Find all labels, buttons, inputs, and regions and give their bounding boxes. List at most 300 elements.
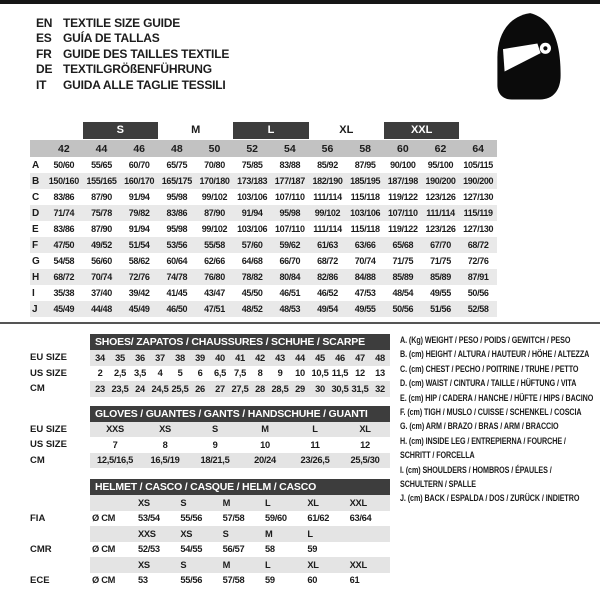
textile-cell: 67/70 [430,240,451,250]
textile-cell: 48/54 [392,288,414,298]
size-column-header: 42 [57,142,70,155]
textile-cell: 160/170 [124,176,155,186]
legend-item [400,419,597,433]
helmet-icon-graphic [487,6,567,109]
shoes-cell: 6 [197,368,203,379]
helmet-sizes-row [30,557,390,573]
textile-cell: 63/66 [354,240,376,250]
legend-item [400,391,597,405]
textile-cell: 83/88 [279,160,301,170]
helmet-size-cell: XS [138,497,150,508]
size-column-header: 56 [321,142,334,155]
legend-item [400,434,597,463]
shoes-cell: 45 [315,352,325,363]
helmet-unit-label: Ø CM [92,544,116,555]
textile-cell: 62/66 [204,256,225,266]
shoes-cell: 23 [95,383,105,394]
helmet-size-cell: M [222,559,231,570]
textile-cell: 68/72 [317,256,338,266]
language-code: FR [36,46,52,61]
textile-cell: 58/62 [128,256,150,266]
textile-row-j [30,301,497,317]
size-column-header: 46 [133,142,145,155]
textile-cell: 115/119 [463,208,493,218]
shoes-cell: 10,5 [311,368,329,379]
language-title: TEXTILGRÖßENFÜHRUNG [63,62,212,77]
helmet-size-cell: S [180,559,187,570]
textile-cell: 50/56 [467,288,489,298]
helmet-size-cell: XXS [138,528,156,539]
legend-item [400,362,597,376]
textile-cell: 119/122 [388,192,418,202]
shoes-cell: 13 [375,368,385,379]
helmet-value-cell: 61/62 [307,513,330,524]
shoes-cell: 32 [375,383,385,394]
gloves-cell: 16,5/19 [150,455,180,466]
size-column-header: 48 [170,142,183,155]
textile-cell: 68/72 [467,240,489,250]
textile-cell: 115/118 [350,192,380,202]
textile-cell: 56/60 [91,256,112,266]
size-band-row [30,122,497,139]
textile-cell: 57/60 [241,240,263,250]
shoes-row [30,366,390,382]
shoes-row [30,350,390,366]
language-row [36,15,229,31]
textile-cell: 60/64 [166,256,188,266]
row-label: CM [30,383,45,395]
legend-line: SCHULTERN / SPALLE [400,479,476,490]
textile-cell: 79/82 [128,208,150,218]
gloves-cell: 20/24 [254,455,276,466]
language-title: TEXTILE SIZE GUIDE [63,15,181,30]
textile-cell: 72/76 [467,256,489,266]
gloves-data [90,422,390,438]
gloves-cell: M [261,424,269,435]
textile-cell: 71/74 [53,208,75,218]
textile-row-g [30,253,497,269]
shoes-cell: 38 [175,352,185,363]
textile-cell: 51/56 [430,304,451,314]
textile-cell: 155/165 [86,176,117,186]
row-label [30,526,90,542]
textile-cell: 45/50 [241,288,263,298]
textile-cell: 190/200 [463,176,494,186]
textile-cell: 70/74 [91,272,112,282]
helmet-sizes-row [30,526,390,542]
textile-cell: 75/85 [241,160,263,170]
row-letter: J [32,303,38,315]
textile-cell: 127/130 [463,224,494,234]
gloves-cell: 11 [310,439,320,450]
textile-cell: 80/84 [279,272,301,282]
helmet-table [30,495,390,588]
textile-cell: 103/106 [237,192,268,202]
shoes-table [30,350,390,397]
row-label [30,495,90,511]
textile-cell: 83/86 [53,192,75,202]
helmet-size-cell: M [264,528,273,539]
shoes-data [90,381,390,397]
textile-cell: 95/98 [166,224,188,234]
shoes-row [30,381,390,397]
row-letter: C [32,191,40,203]
legend-line: I. (cm) SHOULDERS / HOMBROS / ÉPAULES / [400,464,552,475]
legend-line: B. (cm) HEIGHT / ALTURA / HAUTEUR / HÖHE / ALTEZZA [400,349,590,360]
helmet-value-cell: 63/64 [349,513,372,524]
gloves-cell: L [312,424,318,435]
textile-cell: 70/80 [204,160,225,170]
textile-cell: 150/160 [48,176,79,186]
helmet-size-cell: S [180,497,187,508]
textile-cell: 119/122 [388,224,418,234]
shoes-cell: 36 [135,352,145,363]
textile-cell: 185/195 [350,176,381,186]
language-title-list [36,15,229,93]
gloves-cell: 25,5/30 [350,455,380,466]
helmet-value-cell: 53/54 [138,513,160,524]
shoes-cell: 7,5 [233,368,247,379]
textile-cell: 91/94 [241,208,263,218]
textile-cell: 46/52 [317,288,338,298]
textile-row-i [30,285,497,301]
textile-cell: 111/114 [313,224,342,234]
helmet-values [90,573,390,589]
shoes-cell: 41 [235,352,245,363]
textile-cell: 95/100 [427,160,454,170]
gloves-cell: 18/21,5 [200,455,230,466]
shoes-cell: 4 [157,368,163,379]
gloves-row [30,422,390,438]
shoes-cell: 5 [177,368,183,379]
size-column-header: 52 [246,142,258,155]
textile-cell: 47/51 [204,304,225,314]
legend-line: G. (cm) ARM / BRAZO / BRAS / ARM / BRACCIO [400,421,559,432]
textile-cell: 190/200 [425,176,456,186]
textile-cell: 72/76 [128,272,150,282]
size-band-m: M [191,124,201,136]
textile-cell: 83/86 [166,208,188,218]
textile-cell: 48/53 [279,304,301,314]
textile-cell: 55/65 [91,160,112,170]
textile-cell: 182/190 [312,176,343,186]
textile-cell: 90/100 [390,160,416,170]
textile-cell: 46/51 [279,288,301,298]
textile-cell: 123/126 [425,224,456,234]
helmet-size-cell: XL [307,497,319,508]
row-letter: E [32,223,39,235]
textile-cell: 107/110 [388,208,418,218]
language-row [36,62,229,78]
size-column-header: 50 [208,142,221,155]
legend-line: C. (cm) CHEST / PECHO / POITRINE / TRUHE / PETTO [400,363,579,374]
shoes-cell: 30,5 [331,383,349,394]
gloves-row [30,453,390,469]
textile-cell: 99/102 [201,224,228,234]
shoes-cell: 40 [215,352,225,363]
textile-cell: 70/74 [354,256,376,266]
helmet-sizes [90,526,390,542]
textile-cell: 91/94 [128,224,150,234]
row-letter: D [32,207,40,219]
helmet-value-cell: 60 [307,575,318,586]
helmet-standard-label: CMR [30,543,52,555]
shoes-cell: 30 [315,383,325,394]
textile-cell: 46/50 [166,304,188,314]
textile-cell: 68/72 [53,272,75,282]
textile-cell: 111/114 [426,208,455,218]
textile-row-b [30,173,497,189]
shoes-cell: 25,5 [171,383,189,394]
textile-cell: 45/49 [128,304,150,314]
top-border-bar [0,0,600,4]
textile-cell: 60/70 [128,160,150,170]
size-column-header: 60 [396,142,409,155]
legend-item [400,405,597,419]
helmet-value-cell: 55/56 [180,513,203,524]
shoes-cell: 2,5 [113,368,127,379]
textile-row-h [30,269,497,285]
textile-cell: 87/90 [91,224,112,234]
helmet-section-title: HELMET / CASCO / CASQUE / HELM / CASCO [90,479,390,495]
legend-item [400,491,597,505]
textile-cell: 105/115 [463,160,493,170]
textile-cell: 39/42 [128,288,150,298]
gloves-cell: S [212,424,218,435]
size-column-header: 58 [359,142,371,155]
helmet-value-cell: 52/53 [138,544,160,555]
textile-cell: 35/38 [53,288,75,298]
gloves-table [30,422,390,469]
lower-tables [30,330,390,588]
shoes-cell: 12 [355,368,365,379]
textile-cell: 44/48 [91,304,112,314]
textile-cell: 85/92 [317,160,338,170]
shoes-cell: 27 [215,383,225,394]
shoes-cell: 2 [97,368,103,379]
language-row [36,31,229,47]
gloves-cell: XXS [106,424,124,435]
helmet-value-cell: 59/60 [264,513,287,524]
shoes-cell: 11,5 [331,368,349,379]
textile-cell: 71/75 [392,256,414,266]
helmet-icon [487,6,567,109]
helmet-value-cell: 57/58 [222,513,245,524]
row-label: EU SIZE [30,423,67,435]
textile-cell: 83/86 [53,224,75,234]
shoes-cell: 29 [295,383,305,394]
legend-line: J. (cm) BACK / ESPALDA / DOS / ZURÜCK / INDIETRO [400,493,580,504]
textile-cell: 49/55 [430,288,451,298]
textile-size-table [30,122,497,317]
textile-cell: 43/47 [204,288,225,298]
textile-cell: 50/56 [392,304,414,314]
helmet-size-cell: L [264,497,271,508]
legend-item [400,376,597,390]
helmet-values-row [30,511,390,527]
language-row [36,46,229,62]
helmet-size-cell: L [264,559,271,570]
helmet-values-row [30,573,390,589]
legend-line: E. (cm) HIP / CADERA / HANCHE / HÜFTE / HIPS / BACINO [400,392,594,403]
helmet-sizes [90,495,390,511]
textile-cell: 54/58 [53,256,75,266]
gloves-cell: 10 [260,439,270,450]
row-label: US SIZE [30,439,67,451]
textile-cell: 65/68 [392,240,414,250]
textile-cell: 95/98 [279,208,301,218]
gloves-cell: XL [359,424,371,435]
gloves-row [30,437,390,453]
gloves-data [90,437,390,453]
shoes-cell: 10 [295,368,305,379]
size-column-header: 54 [283,142,296,155]
helmet-value-cell: 59 [264,575,275,586]
helmet-standard-label: FIA [30,512,46,524]
helmet-value-cell: 59 [307,544,318,555]
shoes-cell: 37 [155,352,165,363]
textile-cell: 87/95 [354,160,376,170]
gloves-data [90,453,390,469]
row-letter: I [32,287,35,299]
textile-cell: 95/98 [166,192,188,202]
shoes-data [90,350,390,366]
textile-cell: 99/102 [314,208,341,218]
helmet-value-cell: 57/58 [222,575,245,586]
row-letter: F [32,239,39,251]
shoes-cell: 47 [355,352,365,363]
legend-line: A. (Kg) WEIGHT / PESO / POIDS / GEWITCH / PESO [400,335,571,345]
measurement-legend [400,333,597,506]
language-title: GUIDA ALLE TAGLIE TESSILI [63,77,226,92]
textile-cell: 37/40 [91,288,112,298]
textile-cell: 49/55 [354,304,376,314]
legend-item [400,347,597,361]
language-title: GUIDE DES TAILLES TEXTILE [63,46,230,61]
legend-line: SCHRITT / FORCELLA [400,450,475,461]
textile-row-a [30,157,497,173]
gloves-cell: 7 [112,439,118,450]
textile-cell: 64/68 [241,256,263,266]
legend-line: D. (cm) WAIST / CINTURA / TAILLE / HÜFTUNG / VITA [400,378,577,389]
textile-cell: 78/82 [241,272,263,282]
size-band-xxl: XXL [384,122,459,139]
gloves-cell: 9 [212,439,218,450]
textile-row-e [30,221,497,237]
language-code: EN [36,15,53,30]
shoes-cell: 9 [277,368,283,379]
size-band-l: L [233,122,308,139]
textile-cell: 115/118 [350,224,380,234]
shoes-cell: 28,5 [271,383,289,394]
textile-row-c [30,189,497,205]
textile-cell: 87/90 [204,208,225,218]
gloves-cell: 8 [162,439,168,450]
row-label [30,557,90,573]
language-row [36,77,229,93]
row-letter: A [32,159,40,171]
shoes-cell: 43 [275,352,285,363]
language-code: DE [36,62,53,77]
gloves-cell: 12 [360,439,370,450]
textile-cell: 59/62 [279,240,301,250]
helmet-size-cell: XS [180,528,193,539]
helmet-unit-label: Ø CM [92,575,116,586]
shoes-cell: 3,5 [133,368,147,379]
textile-cell: 47/53 [354,288,376,298]
textile-cell: 85/89 [392,272,414,282]
shoes-cell: 26 [195,383,205,394]
shoes-cell: 42 [255,352,265,363]
textile-cell: 45/49 [53,304,75,314]
row-letter: G [32,255,40,267]
legend-item [400,333,597,347]
textile-cell: 123/126 [425,192,456,202]
shoes-cell: 34 [95,352,105,363]
textile-cell: 53/56 [166,240,188,250]
helmet-size-cell: XS [138,559,150,570]
textile-cell: 103/106 [350,208,381,218]
shoes-cell: 39 [195,352,205,363]
shoes-cell: 48 [375,352,385,363]
textile-cell: 51/54 [128,240,150,250]
shoes-cell: 8 [257,368,263,379]
helmet-value-cell: 55/56 [180,575,203,586]
textile-cell: 165/175 [161,176,192,186]
textile-cell: 74/78 [166,272,188,282]
size-band-s: S [83,122,158,139]
row-letter: B [32,175,40,187]
gloves-cell: XS [159,424,171,435]
textile-cell: 49/52 [91,240,112,250]
size-column-header: 64 [472,142,484,155]
size-column-header: 62 [434,142,447,155]
section-divider [0,322,600,324]
helmet-value-cell: 54/55 [180,544,203,555]
textile-cell: 127/130 [463,192,494,202]
helmet-value-cell: 61 [349,575,360,586]
shoes-data [90,366,390,382]
shoes-cell: 46 [335,352,345,363]
textile-cell: 84/88 [354,272,376,282]
language-code: IT [36,77,47,92]
textile-row-d [30,205,497,221]
row-label: US SIZE [30,367,67,379]
textile-cell: 49/54 [317,304,338,314]
shoes-cell: 28 [255,383,265,394]
textile-cell: 107/110 [275,224,305,234]
helmet-standard-label: ECE [30,574,50,586]
textile-cell: 111/114 [313,192,342,202]
textile-cell: 65/75 [166,160,188,170]
shoes-cell: 24,5 [151,383,169,394]
textile-cell: 52/58 [467,304,489,314]
textile-cell: 71/75 [430,256,451,266]
textile-cell: 75/78 [91,208,112,218]
textile-cell: 66/70 [279,256,301,266]
shoes-cell: 27,5 [231,383,249,394]
shoes-section-title: SHOES/ ZAPATOS / CHAUSSURES / SCHUHE / SCARPE [90,334,390,350]
helmet-unit-label: Ø CM [92,513,116,524]
helmet-value-cell: 53 [138,575,148,586]
helmet-sizes [90,557,390,573]
textile-cell: 173/183 [237,176,268,186]
row-letter: H [32,271,40,283]
textile-cell: 55/58 [204,240,225,250]
shoes-cell: 23,5 [111,383,129,394]
legend-line: F. (cm) TIGH / MUSLO / CUISSE / SCHENKEL / COSCIA [400,407,582,418]
shoes-cell: 6,5 [213,368,227,379]
